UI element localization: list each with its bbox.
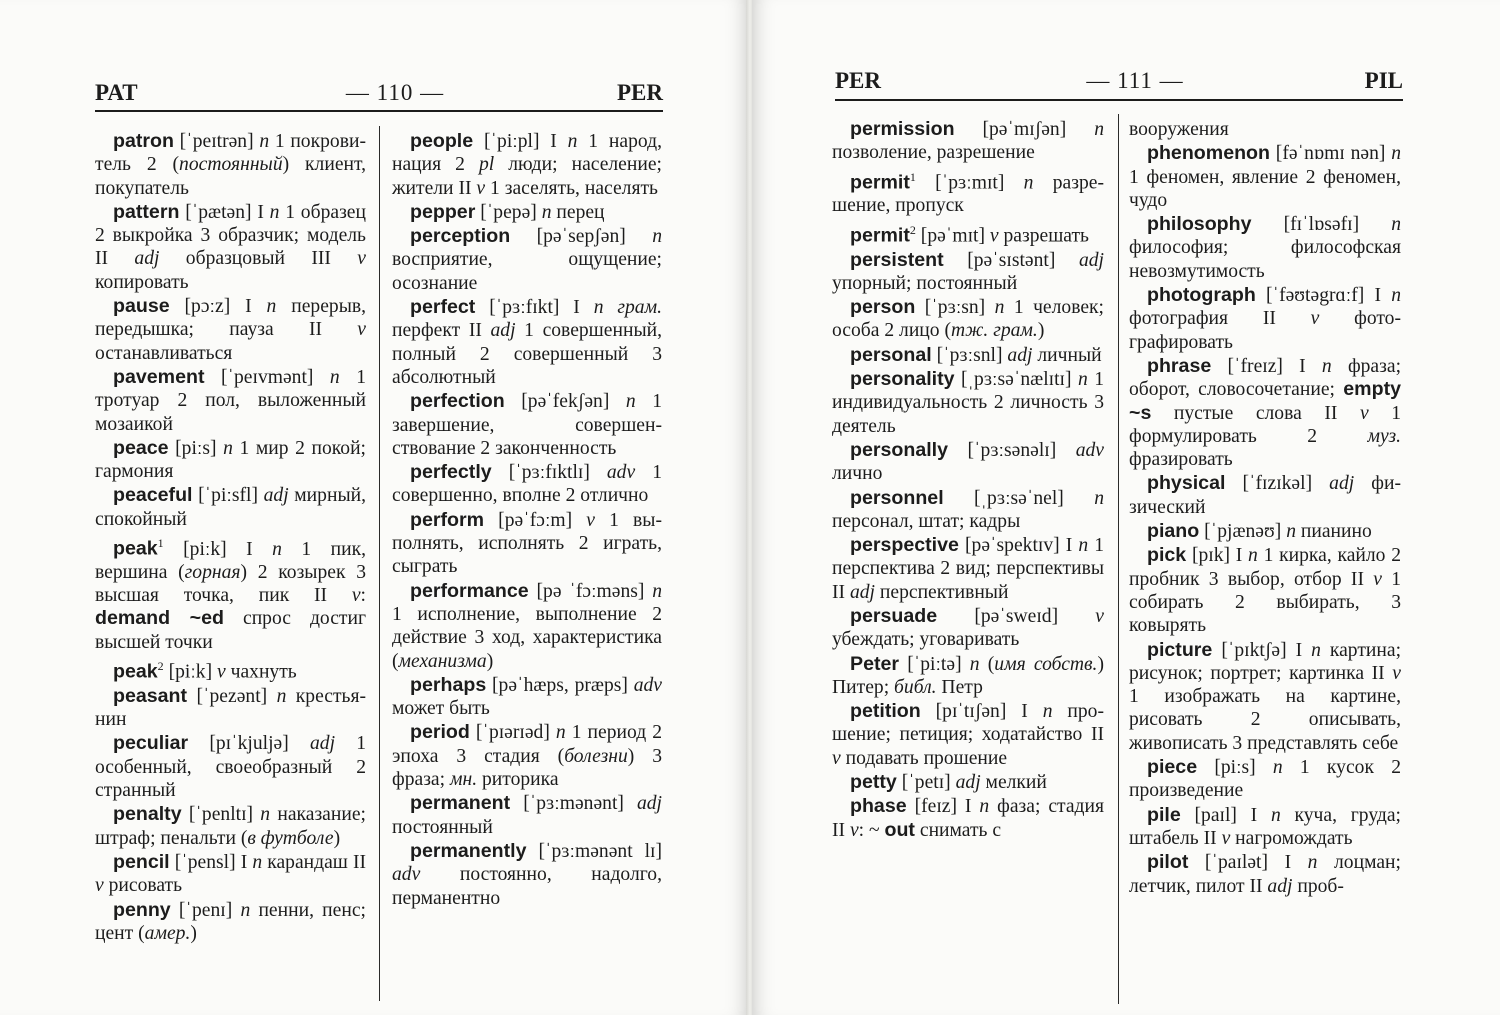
dictionary-entry [1129,118,1401,141]
dictionary-entry [392,721,662,791]
entry-definition: [ˈpɪktʃə] I n картина; рисунок; портрет; картинка II v 1 изображать на картине, рисовать 2 описывать, живописать 3 представлять себе [1129,639,1402,754]
entry-definition: [ˈpiːpl] I n 1 народ, нация 2 pl люди; население; жители II v 1 заселять, населять [392,131,662,199]
headword: peak [113,537,158,560]
dictionary-entry [95,685,366,732]
dictionary-entry [1129,544,1401,637]
entry-definition: [pɪˈkjuljə] adj 1 особенный, своеобразный 2 странный [95,733,366,802]
guide-word-last: PIL [1364,68,1403,93]
dictionary-entry [832,296,1104,343]
headword: penalty [113,803,182,826]
dictionary-entry [832,700,1104,770]
dictionary-entry [832,368,1104,438]
dictionary-entry [95,366,366,436]
dictionary-entry [392,201,662,224]
dictionary-entry [95,130,366,200]
dictionary-entry [392,130,662,200]
entry-definition: [pəˈfɔːm] v 1 выполнять, исполнять 2 играть, сыграть [392,509,662,578]
dictionary-entry [832,771,1104,794]
headword: peculiar [113,732,189,755]
headword: permanently [410,839,527,862]
entry-definition: [ˈpɜːfɪktlɪ] adv 1 совершенно, вполне 2 отлично [392,462,662,507]
entry-column-2 [1129,118,1401,899]
left-page [0,0,748,1015]
dictionary-entry [1129,756,1401,803]
entry-definition: [ˈpɜːsənəlɪ] adv лично [832,439,1104,485]
entry-definition: [ˈpɜːsn] n 1 человек; особа 2 лицо (тж. грам.) [832,297,1104,342]
guide-word-first: PER [835,68,881,93]
dictionary-entry [392,792,662,839]
dictionary-entry [95,437,366,484]
dictionary-entry [832,653,1104,700]
entry-definition: [ˌpɜːsəˈnælɪtɪ] n 1 индивидуальность 2 личность 3 деятель [832,369,1105,437]
headword: penny [113,898,171,921]
dictionary-entry [832,344,1104,367]
headword: philosophy [1147,213,1252,236]
headword: persistent [850,248,944,271]
entry-definition: [ˈpɪərɪəd] n 1 период 2 эпоха 3 стадия (болезни) 3 фраза; мн. риторика [392,722,662,791]
dictionary-entry [95,655,366,684]
header-rule [835,99,1403,101]
entry-definition: [ˈpensl] I n карандаш II v рисовать [95,851,367,897]
dictionary-entry [1129,639,1401,755]
headword: personnel [850,486,944,509]
dictionary-entry [832,219,1104,248]
entry-definition: [pɪk] I n 1 кирка, кайло 2 пробник 3 выбор, отбор II v 1 собирать 2 выбирать, 3 ковырять [1129,545,1401,637]
dictionary-entry [832,249,1104,296]
headword: pile [1147,803,1181,826]
headword: permission [850,118,955,140]
dictionary-entry [1129,520,1401,543]
headword: physical [1147,472,1226,495]
dictionary-entry [95,851,366,898]
dictionary-entry [392,461,662,508]
entry-definition: [ˈpɜːfɪkt] I n грам. перфект II adj 1 совершенный, полный 2 совершенный 3 абсолютный [392,297,662,388]
entry-definition: [ˈpiːsfl] adj мирный, спокойный [95,485,366,530]
headword: pause [113,295,170,318]
headword: peaceful [113,484,193,507]
dictionary-entry [832,605,1104,652]
homonym-index: 1 [909,169,916,184]
dictionary-entry [832,795,1104,842]
headword: permit [850,224,910,247]
entry-definition: [pəˈsɪstənt] adj упорный; постоянный [832,249,1104,294]
entry-definition: [ˈpɜːmənənt] adj постоянный [392,793,662,838]
entry-definition: [ˈpjænəʊ] n пианино [1199,521,1372,543]
headword: persuade [850,605,938,627]
column-divider [379,126,380,1001]
entry-definition: [pəˈmɪt] v разрешать [915,225,1089,247]
dictionary-entry [95,484,366,531]
headword: people [410,130,474,152]
dictionary-entry [392,225,662,295]
entry-definition: [ˈpezənt] n крестьянин [95,685,366,731]
dictionary-entry [95,201,366,294]
right-page [752,0,1500,1015]
entry-definition: [ˈpetɪ] adj мелкий [896,772,1047,794]
entry-definition: [pəˈsweɪd] v убеждать; уговаривать [832,606,1104,651]
homonym-index: 2 [909,222,916,237]
entry-column-1 [95,130,366,946]
entry-definition: [piːk] I n 1 пик, вершина (горная) 2 козырек 3 высшая точка, пик II v: demand ~ed спрос достиг высшей точки [95,538,366,653]
headword: patron [113,130,174,152]
entry-definition: [ˈfɪzɪkəl] adj физический [1129,473,1401,518]
dictionary-entry [95,532,366,654]
header-rule [95,110,663,112]
entry-definition: [ˈfəʊtəgrɑːf] I n фотография II v фотографировать [1129,285,1401,353]
dictionary-entry [392,674,662,721]
headword: perhaps [410,673,487,696]
entry-definition: [piːs] n 1 кусок 2 произведение [1129,757,1402,802]
entry-definition: [ˈpɜːsnl] adj личный [931,344,1102,366]
headword: pattern [113,200,180,223]
running-header-left [95,80,663,110]
page-number: — 110 — [345,80,445,105]
entry-definition: [ˌpɜːsəˈnel] n персонал, штат; кадры [832,487,1104,532]
headword: piano [1147,520,1200,543]
entry-definition: [ˈpɜːmɪt] n разрешение, пропуск [832,172,1104,217]
entry-definition: [ˈpeɪvmənt] n 1 тротуар 2 пол, выложенный мозаикой [95,366,366,435]
headword: perspective [850,534,959,557]
headword: petty [850,771,897,794]
entry-definition: [pəˈfekʃən] n 1 завершение, совершенствование 2 законченность [392,391,662,459]
entry-definition: [pəˈhæps, præps] adv может быть [392,674,662,720]
dictionary-entry [1129,355,1401,471]
headword: petition [850,700,921,723]
headword: perception [410,225,511,248]
entry-definition: [pəˈsepʃən] n восприятие, ощущение; осознание [392,226,662,294]
entry-definition: [ˈfreɪz] I n фраза; оборот, словосочетание; empty ~s пустые слова II v 1 формулировать 2 муз. фразировать [1129,355,1402,471]
entry-column-1 [832,118,1104,843]
entry-definition: [ˈpepə] n перец [475,201,605,223]
dictionary-entry [95,295,366,365]
headword: perfect [410,296,476,319]
headword: phenomenon [1147,142,1270,165]
dictionary-entry [95,732,366,802]
entry-definition: [ˈpenltɪ] n наказание; штраф; пенальти (в футболе) [95,804,366,849]
dictionary-entry [392,840,662,910]
headword: phrase [1147,354,1212,377]
entry-definition: [feɪz] I n фаза; стадия II v: ~ out снимать с [832,796,1104,841]
headword: permit [850,171,910,194]
dictionary-entry [832,487,1104,534]
entry-column-2 [392,130,662,911]
headword: pencil [113,850,170,873]
dictionary-entry [1129,142,1401,212]
dictionary-entry [392,509,662,579]
headword: perform [410,508,485,531]
dictionary-entry [392,296,662,389]
headword: peace [113,436,169,459]
dictionary-entry [95,899,366,946]
dictionary-entry [1129,851,1401,898]
dictionary-entry [1129,472,1401,519]
running-header-right [835,68,1403,98]
entry-definition: [pəˈspektɪv] I n 1 перспектива 2 вид; перспективы II adj перспективный [832,535,1104,603]
entry-definition: [piːs] n 1 мир 2 покой; гармония [95,437,366,483]
entry-definition: [pəˈmɪʃən] n позволение, разрешение [832,119,1104,164]
headword: performance [410,579,529,602]
dictionary-entry [392,390,662,460]
headword: pepper [410,200,476,223]
headword: perfection [410,390,505,413]
entry-definition: [paɪl] I n куча, груда; штабель II v нагромождать [1129,804,1401,849]
headword: pavement [113,365,205,388]
entry-definition: [ˈpætən] I n 1 образец 2 выкройка 3 образчик; модель II adj образцовый III v копировать [95,201,366,293]
headword: period [410,721,470,744]
entry-definition: [ˈpaɪlət] I n лоцман; летчик, пилот II adj проб- [1129,852,1401,897]
headword: phase [850,795,907,818]
page-number: — 111 — [1086,68,1184,93]
headword: permanent [410,792,511,815]
dictionary-entry [392,580,662,673]
dictionary-entry [1129,804,1401,851]
guide-word-last: PER [617,80,663,105]
headword: Peter [850,652,900,675]
homonym-index: 2 [157,659,164,674]
entry-definition: [ˈpeɪtrən] n 1 покровитель 2 (постоянный) клиент, покупатель [95,131,366,199]
headword: peasant [113,684,188,707]
dictionary-entry [832,534,1104,604]
headword: photograph [1147,284,1256,307]
entry-definition: [ˈpɜːmənənt lɪ] adv постоянно, надолго, перманентно [392,840,662,909]
headword: pick [1147,544,1187,567]
column-divider [1118,114,1119,1004]
entry-definition: [fəˈnɒmɪ nən] n 1 феномен, явление 2 феномен, чудо [1129,143,1401,211]
dictionary-entry [1129,284,1401,354]
dictionary-entry [832,118,1104,165]
headword: perfectly [410,461,492,484]
headword: personally [850,438,949,461]
dictionary-entry [832,166,1104,218]
entry-definition: [piːk] v чахнуть [163,661,297,683]
entry-definition: [ˈpiːtə] n (имя собств.) Питер; библ. Петр [832,653,1104,698]
entry-definition: вооружения [1129,119,1229,140]
entry-definition: [pə ˈfɔːməns] n 1 исполнение, выполнение 2 действие 3 ход, характеристика (механизма) [392,580,662,672]
headword: personality [850,368,955,391]
headword: peak [113,660,158,683]
headword: person [850,296,916,319]
entry-definition: [pɔːz] I n перерыв, передышка; пауза II v останавливаться [95,296,367,364]
headword: personal [850,343,932,366]
headword: pilot [1147,851,1189,874]
entry-definition: [ˈpenɪ] n пенни, пенс; цент (амер.) [95,899,366,944]
entry-definition: [pɪˈtɪʃən] I n прошение; петиция; ходатайство II v подавать прошение [832,701,1104,769]
dictionary-entry [95,803,366,850]
entry-definition: [fɪˈlɒsəfɪ] n философия; философская невозмутимость [1129,214,1401,282]
dictionary-entry [1129,213,1401,283]
headword: piece [1147,756,1198,779]
guide-word-first: PAT [95,80,138,105]
headword: picture [1147,638,1213,661]
homonym-index: 1 [157,536,164,551]
dictionary-entry [832,439,1104,486]
